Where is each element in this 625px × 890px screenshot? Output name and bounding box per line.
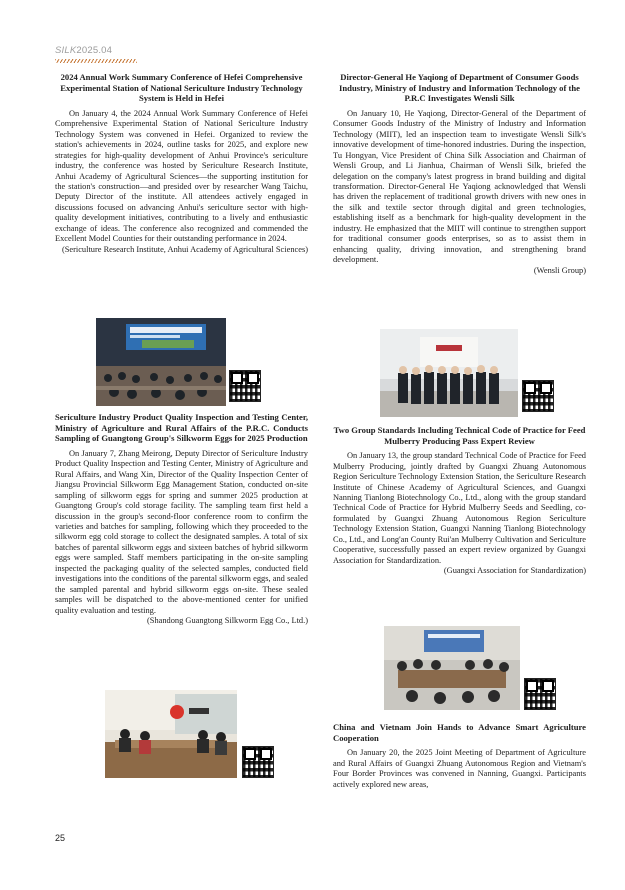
- page-number: 25: [55, 833, 66, 843]
- journal-brand: SILK: [55, 45, 77, 56]
- article-egg-sampling: [55, 412, 308, 626]
- photo-meeting-room: [105, 690, 237, 778]
- article-source: (Wensli Group): [533, 265, 586, 275]
- article-body: On January 4, the 2024 Annual Work Summary Conference of Hefei Comprehensive Experimental Station of National Sericulture Industry Technology System was convened in Hefei. Organized to review the station's achievements in 2024, outline tasks for 2025, and explore new strategies for high-quality development of Anhui Province's sericulture industry, the conference was hosted by Sericulture Research Institute, Anhui Academy of Agricultural Sciences—the supporting institution for the station's construction—and presided over by researcher Wang Taichu, Deputy Director of the institute. All attendees actively engaged in discussions focused on advancing Anhui's sericulture sector with high-quality development initiatives, contributing to a lively and enthusiastic exchange of ideas. The conference also recognized and commended the Excellent Model Counties for their outstanding performance in 2024.: [55, 108, 308, 244]
- qr-code-icon: [229, 370, 261, 402]
- article-source: (Shandong Guangtong Silkworm Egg Co., Ltd.): [147, 616, 308, 626]
- article-body: On January 7, Zhang Meirong, Deputy Director of Sericulture Industry Product Quality Inspection and Testing Center, Ministry of Agriculture and Rural Affairs, and Wang Xin, Director of the Quality Inspection Center of Jiangsu Provincial Silkworm Egg Management Station, conducted on-site sampling of silkworm eggs for spring and summer 2025 production at Guangtong Group's cold storage facility. The sampling team first held a discussion in the group's second-floor conference room to confirm the varieties and batches for sampling, following which they proceeded to the silkworm egg cold storage to collect the designated samples. A total of six batches of parental silkworm eggs and sixteen batches of hybrid silkworm eggs were sampled. Staff members participating in the on-site sampling inspected the packaging quality of the selected samples, conducted field investigations into the conditions of the parental silkworm eggs, and sealed the sampled parental and hybrid silkworm eggs on-site. These sealed samples will be dispatched to the above-mentioned center for unified quality evaluation and testing.: [55, 448, 308, 615]
- photo-conference-hall: [96, 318, 226, 406]
- running-header: [55, 45, 112, 56]
- article-group-standards: [333, 425, 586, 577]
- qr-code-icon: [522, 380, 554, 412]
- header-rule: [55, 59, 137, 63]
- article-title: Sericulture Industry Product Quality Inspection and Testing Center, Ministry of Agriculture and Rural Affairs of the P.R.C. Conducts Sampling of Guangtong Group's Silkworm Eggs for 2025 Production: [55, 412, 308, 444]
- article-source: (Guangxi Association for Standardization): [443, 566, 586, 576]
- article-source: (Sericulture Research Institute, Anhui Academy of Agricultural Sciences): [61, 244, 308, 254]
- article-china-vietnam: [333, 722, 586, 790]
- article-body: On January 20, the 2025 Joint Meeting of Department of Agriculture and Rural Affairs of Guangxi Zhuang Autonomous Region and Vietnam's Four Border Provinces was convened in Nanning, Guangxi. Participants actively explored new areas,: [333, 748, 586, 789]
- photo-expert-review: [384, 626, 520, 710]
- article-title: 2024 Annual Work Summary Conference of Hefei Comprehensive Experimental Station of National Sericulture Industry Technology System is Held in Hefei: [60, 72, 303, 104]
- article-title: Two Group Standards Including Technical Code of Practice for Feed Mulberry Producing Pass Expert Review: [333, 425, 586, 446]
- article-hefei-conference: [55, 72, 308, 255]
- qr-code-icon: [524, 678, 556, 710]
- issue-number: 2025.04: [76, 45, 113, 56]
- article-body: On January 13, the group standard Technical Code of Practice for Feed Mulberry Producing, jointly drafted by Guangxi Zhuang Autonomous Region Sericulture Technology Extension Station, the Sericulture Research Institute of Chinese Academy of Agricultural Sciences, and Guangxi Nanning Tianlong Biotechnology Co., Ltd., along with the group standard Technical Code of Practice for Hybrid Mulberry Seeds and Seedling, co-formulated by Guangxi Zhuang Autonomous Region Sericulture Technology Extension Station, Guangxi Nanning Tianlong Biotechnology Co., Ltd., and Long'an County Rui'an Mulberry Cultivation and Sericulture Cooperative, successfully passed an expert review organized by Guangxi Association for Standardization.: [333, 451, 586, 565]
- article-body: On January 10, He Yaqiong, Director-General of the Department of Consumer Goods Industry of the Ministry of Industry and Information Technology (MIIT), led an inspection team to investigate Wensli Silk's innovative development of time-honored industries. During the inspection, Tu Hongyan, Vice President of China Silk Association and Chairman of Wensli Group, and Li Jianhua, Chairman of Wensli Silk, briefed the delegation on the company's latest progress in brand building and digital transformation. Director-General He Yaqiong acknowledged that Wensli has driven the replacement of traditional growth drivers with new ones in the silk and textile sector through digital and green technologies, establishing itself as a benchmark for high-quality development in the industry. He emphasized that the MIIT will continue to strengthen support for traditional consumer goods enterprises, so as to assist them in enhancing quality, driving innovation, and strengthening brand development.: [333, 108, 586, 265]
- qr-code-icon: [242, 746, 274, 778]
- photo-group-delegation: [380, 329, 518, 417]
- article-title: Director-General He Yaqiong of Department of Consumer Goods Industry, Ministry of Industry and Information Technology of the P.R.C Investigates Wensli Silk: [339, 72, 580, 104]
- article-wensli-silk: [333, 72, 586, 276]
- article-title: China and Vietnam Join Hands to Advance Smart Agriculture Cooperation: [333, 722, 586, 743]
